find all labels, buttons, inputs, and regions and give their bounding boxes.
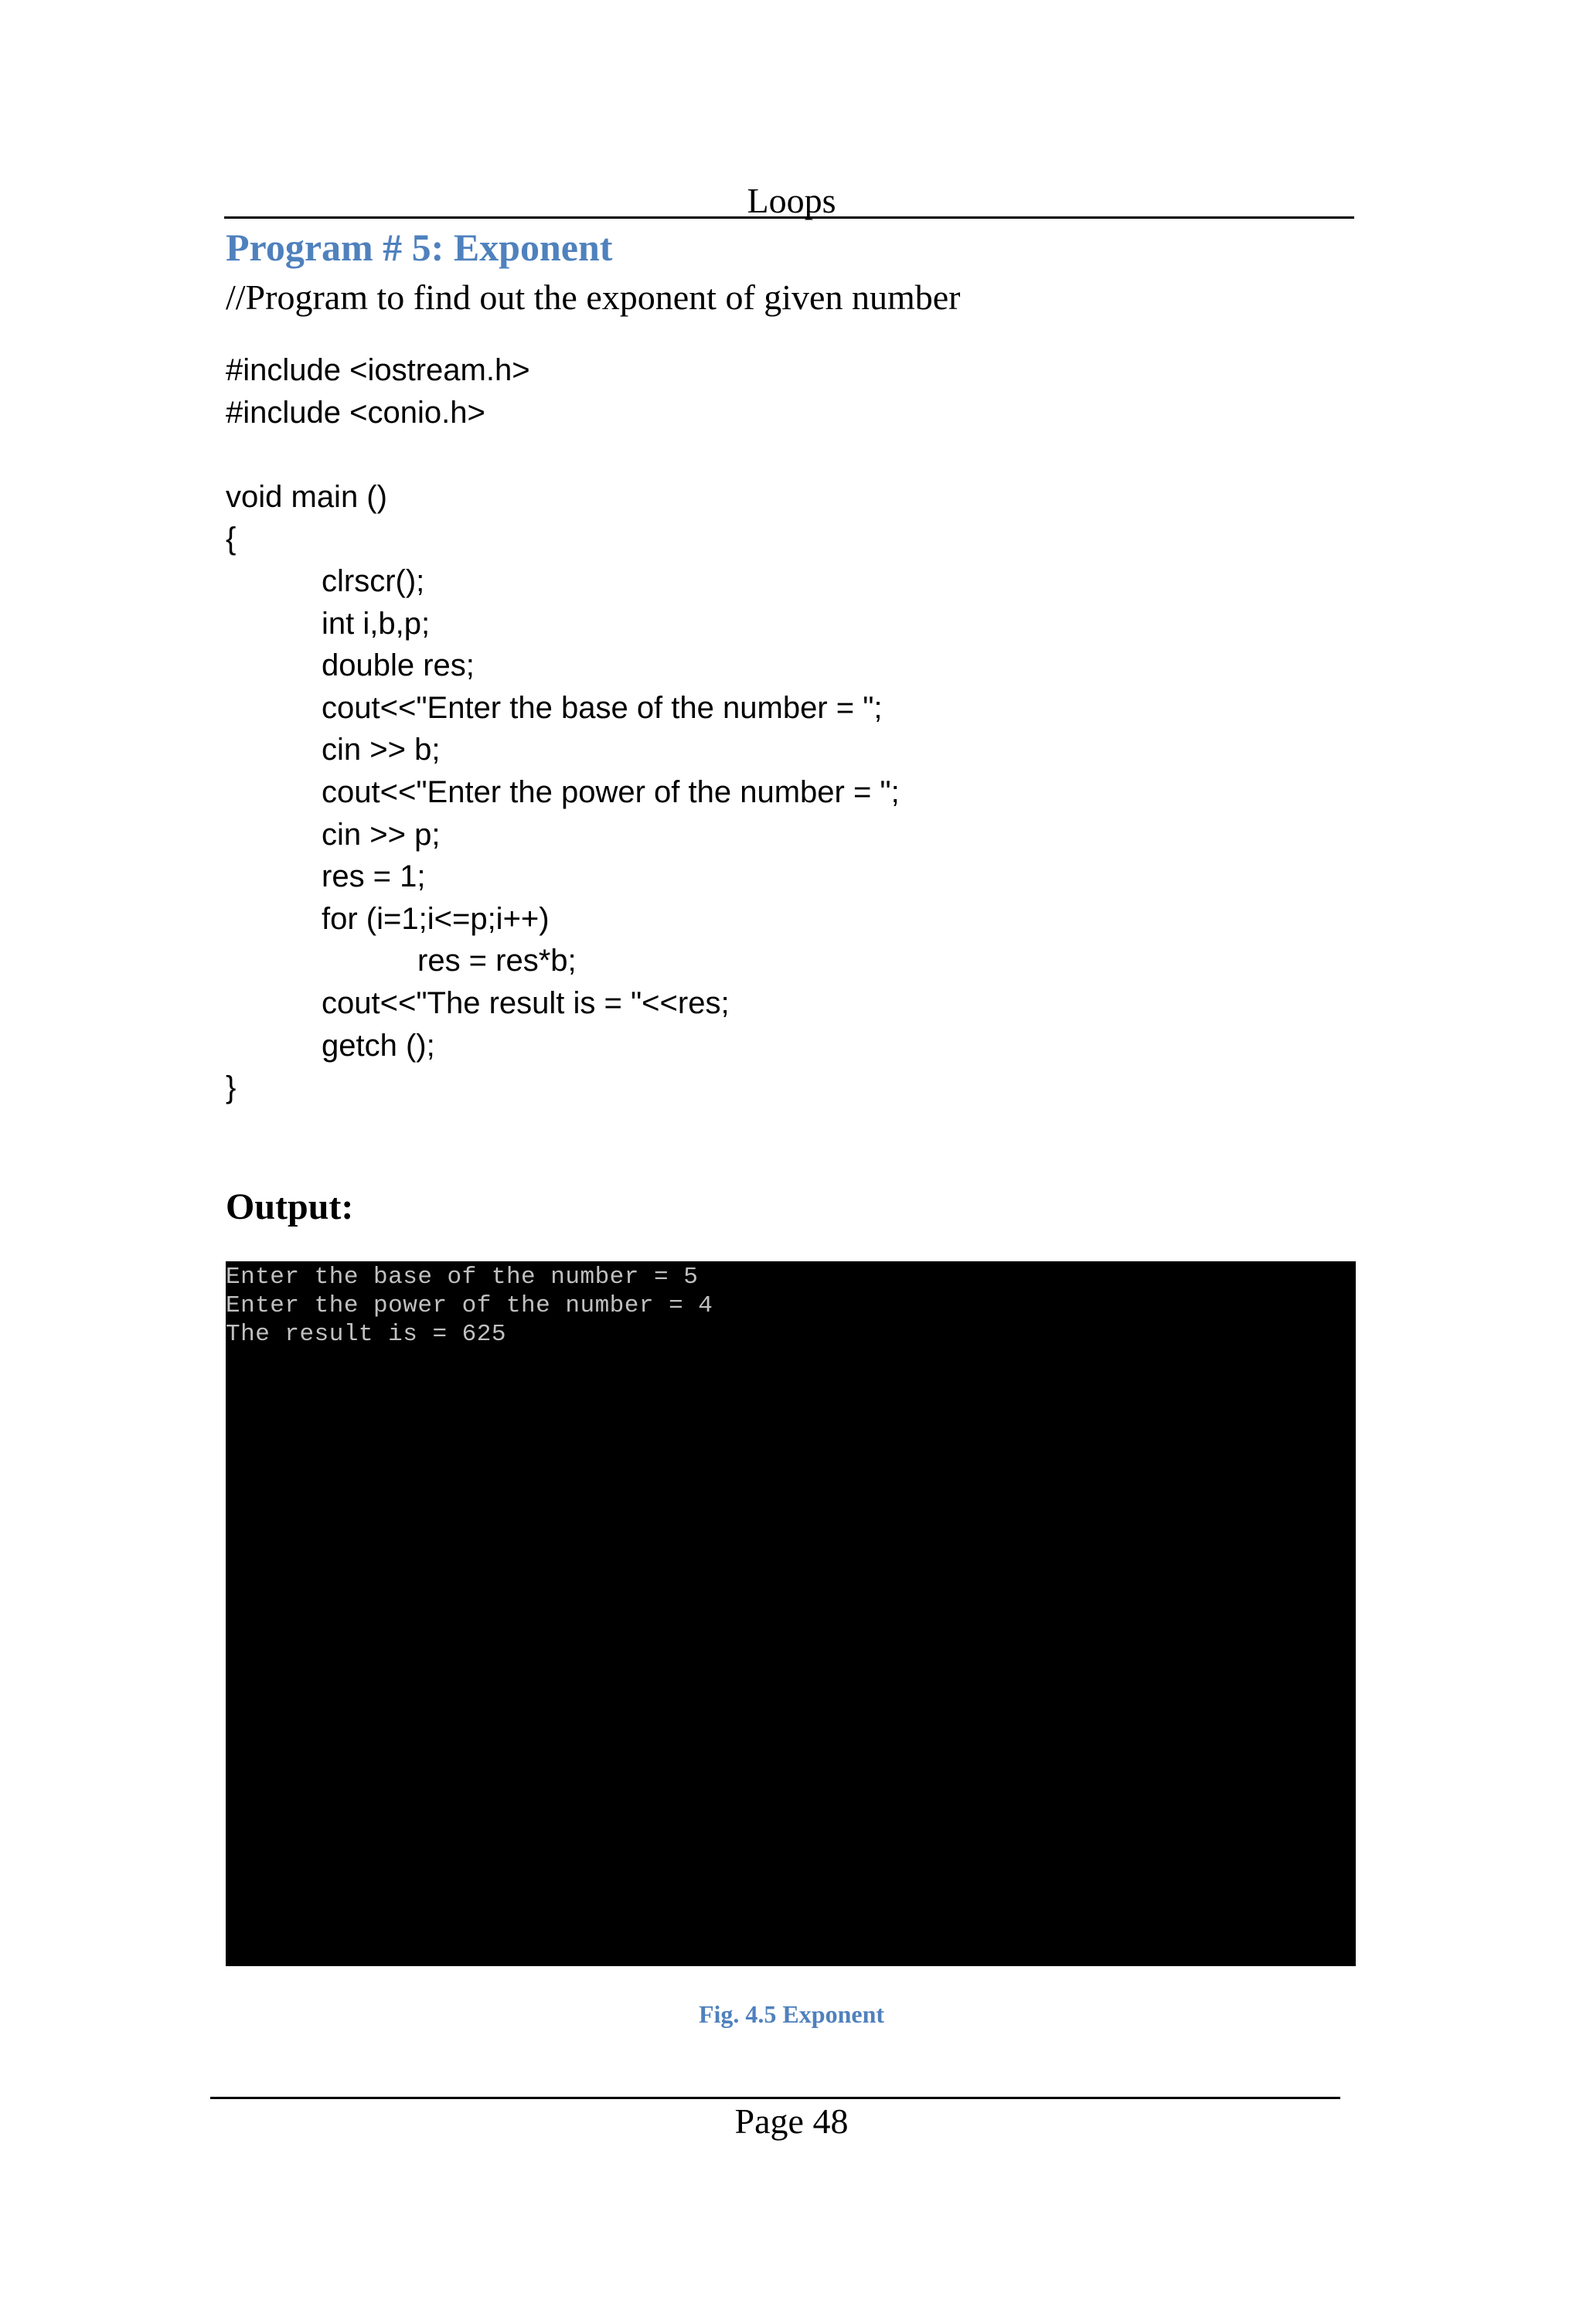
code-line: res = 1; xyxy=(322,859,426,894)
code-line: double res; xyxy=(322,648,475,683)
code-line: cin >> b; xyxy=(322,733,441,767)
code-line: getch (); xyxy=(322,1028,435,1063)
console-output-screenshot xyxy=(226,1261,1356,1966)
code-line: for (i=1;i<=p;i++) xyxy=(322,901,550,936)
code-line-blank xyxy=(226,434,1231,476)
code-line: int i,b,p; xyxy=(322,606,431,641)
output-heading: Output: xyxy=(226,1186,354,1227)
code-line: } xyxy=(226,1070,237,1105)
code-line: #include <conio.h> xyxy=(226,395,485,430)
code-line: #include <iostream.h> xyxy=(226,353,530,387)
console-line: The result is = 625 xyxy=(226,1321,506,1348)
code-line: cout<<"Enter the base of the number = "; xyxy=(322,690,883,725)
code-line: clrscr(); xyxy=(322,563,425,598)
code-listing xyxy=(226,349,1231,1109)
code-line: void main () xyxy=(226,479,387,514)
program-comment: //Program to find out the exponent of given number xyxy=(226,277,961,317)
code-line: cin >> p; xyxy=(322,817,441,852)
program-title: Program # 5: Exponent xyxy=(226,226,613,269)
console-text xyxy=(226,1261,713,1349)
code-line: { xyxy=(226,522,237,556)
code-line: res = res*b; xyxy=(417,944,577,978)
header-divider xyxy=(224,216,1354,219)
console-line: Enter the power of the number = 4 xyxy=(226,1292,713,1319)
code-line: cout<<"The result is = "<<res; xyxy=(322,985,730,1020)
running-header-title: Loops xyxy=(747,181,836,220)
console-line: Enter the base of the number = 5 xyxy=(226,1264,699,1291)
page-number: Page 48 xyxy=(734,2101,849,2141)
figure-caption: Fig. 4.5 Exponent xyxy=(698,2000,885,2028)
code-line: cout<<"Enter the power of the number = "; xyxy=(322,774,900,809)
